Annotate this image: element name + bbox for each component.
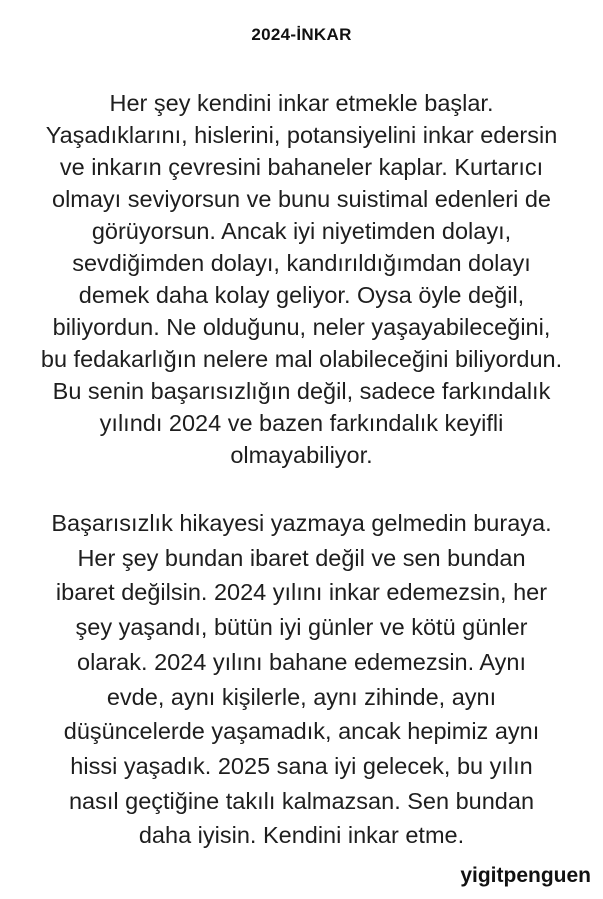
text-line: yılındı 2024 ve bazen farkındalık keyifli <box>99 410 504 436</box>
text-line: Yaşadıklarını, hislerini, potansiyelini inkar edersin <box>45 122 558 148</box>
text-line: daha iyisin. Kendini inkar etme. <box>138 822 465 849</box>
text-line: bu fedakarlığın nelere mal olabileceğini biliyordun. <box>40 346 563 372</box>
text-line: Bu senin başarısızlığın değil, sadece farkındalık <box>52 378 551 404</box>
page-title: 2024-İNKAR <box>251 25 352 44</box>
text-line: Her şey kendini inkar etmekle başlar. <box>109 90 494 116</box>
text-line: şey yaşandı, bütün iyi günler ve kötü günler <box>75 614 528 641</box>
text-line: evde, aynı kişilerle, aynı zihinde, aynı <box>106 683 497 710</box>
text-line: nasıl geçtiğine takılı kalmazsan. Sen bundan <box>68 787 535 814</box>
text-line: demek daha kolay geliyor. Oysa öyle değil, <box>78 282 525 308</box>
text-line: ve inkarın çevresini bahaneler kaplar. Kurtarıcı <box>59 154 544 180</box>
text-line: sevdiğimden dolayı, kandırıldığımdan dolayı <box>72 250 531 276</box>
author-signature: yigitpenguen <box>460 864 591 887</box>
text-line: biliyordun. Ne olduğunu, neler yaşayabileceğini, <box>52 314 551 340</box>
text-line: Başarısızlık hikayesi yazmaya gelmedin buraya. <box>51 510 552 536</box>
text-line: olmayı seviyorsun ve bunu suistimal edenleri de <box>52 186 551 212</box>
text-line: olarak. 2024 yılını bahane edemezsin. Aynı <box>77 648 526 675</box>
text-line: Her şey bundan ibaret değil ve sen bundan <box>77 544 526 571</box>
text-line: düşüncelerde yaşamadık, ancak hepimiz aynı <box>63 718 540 745</box>
paragraph-2 <box>0 506 603 853</box>
text-line: hissi yaşadık. 2025 sana iyi gelecek, bu yılın <box>70 752 533 779</box>
text-line: görüyorsun. Ancak iyi niyetimden dolayı, <box>91 218 512 244</box>
text-line: olmayabiliyor. <box>230 442 373 468</box>
paragraph-1 <box>0 87 603 471</box>
text-line: ibaret değilsin. 2024 yılını inkar edemezsin, her <box>55 579 548 606</box>
